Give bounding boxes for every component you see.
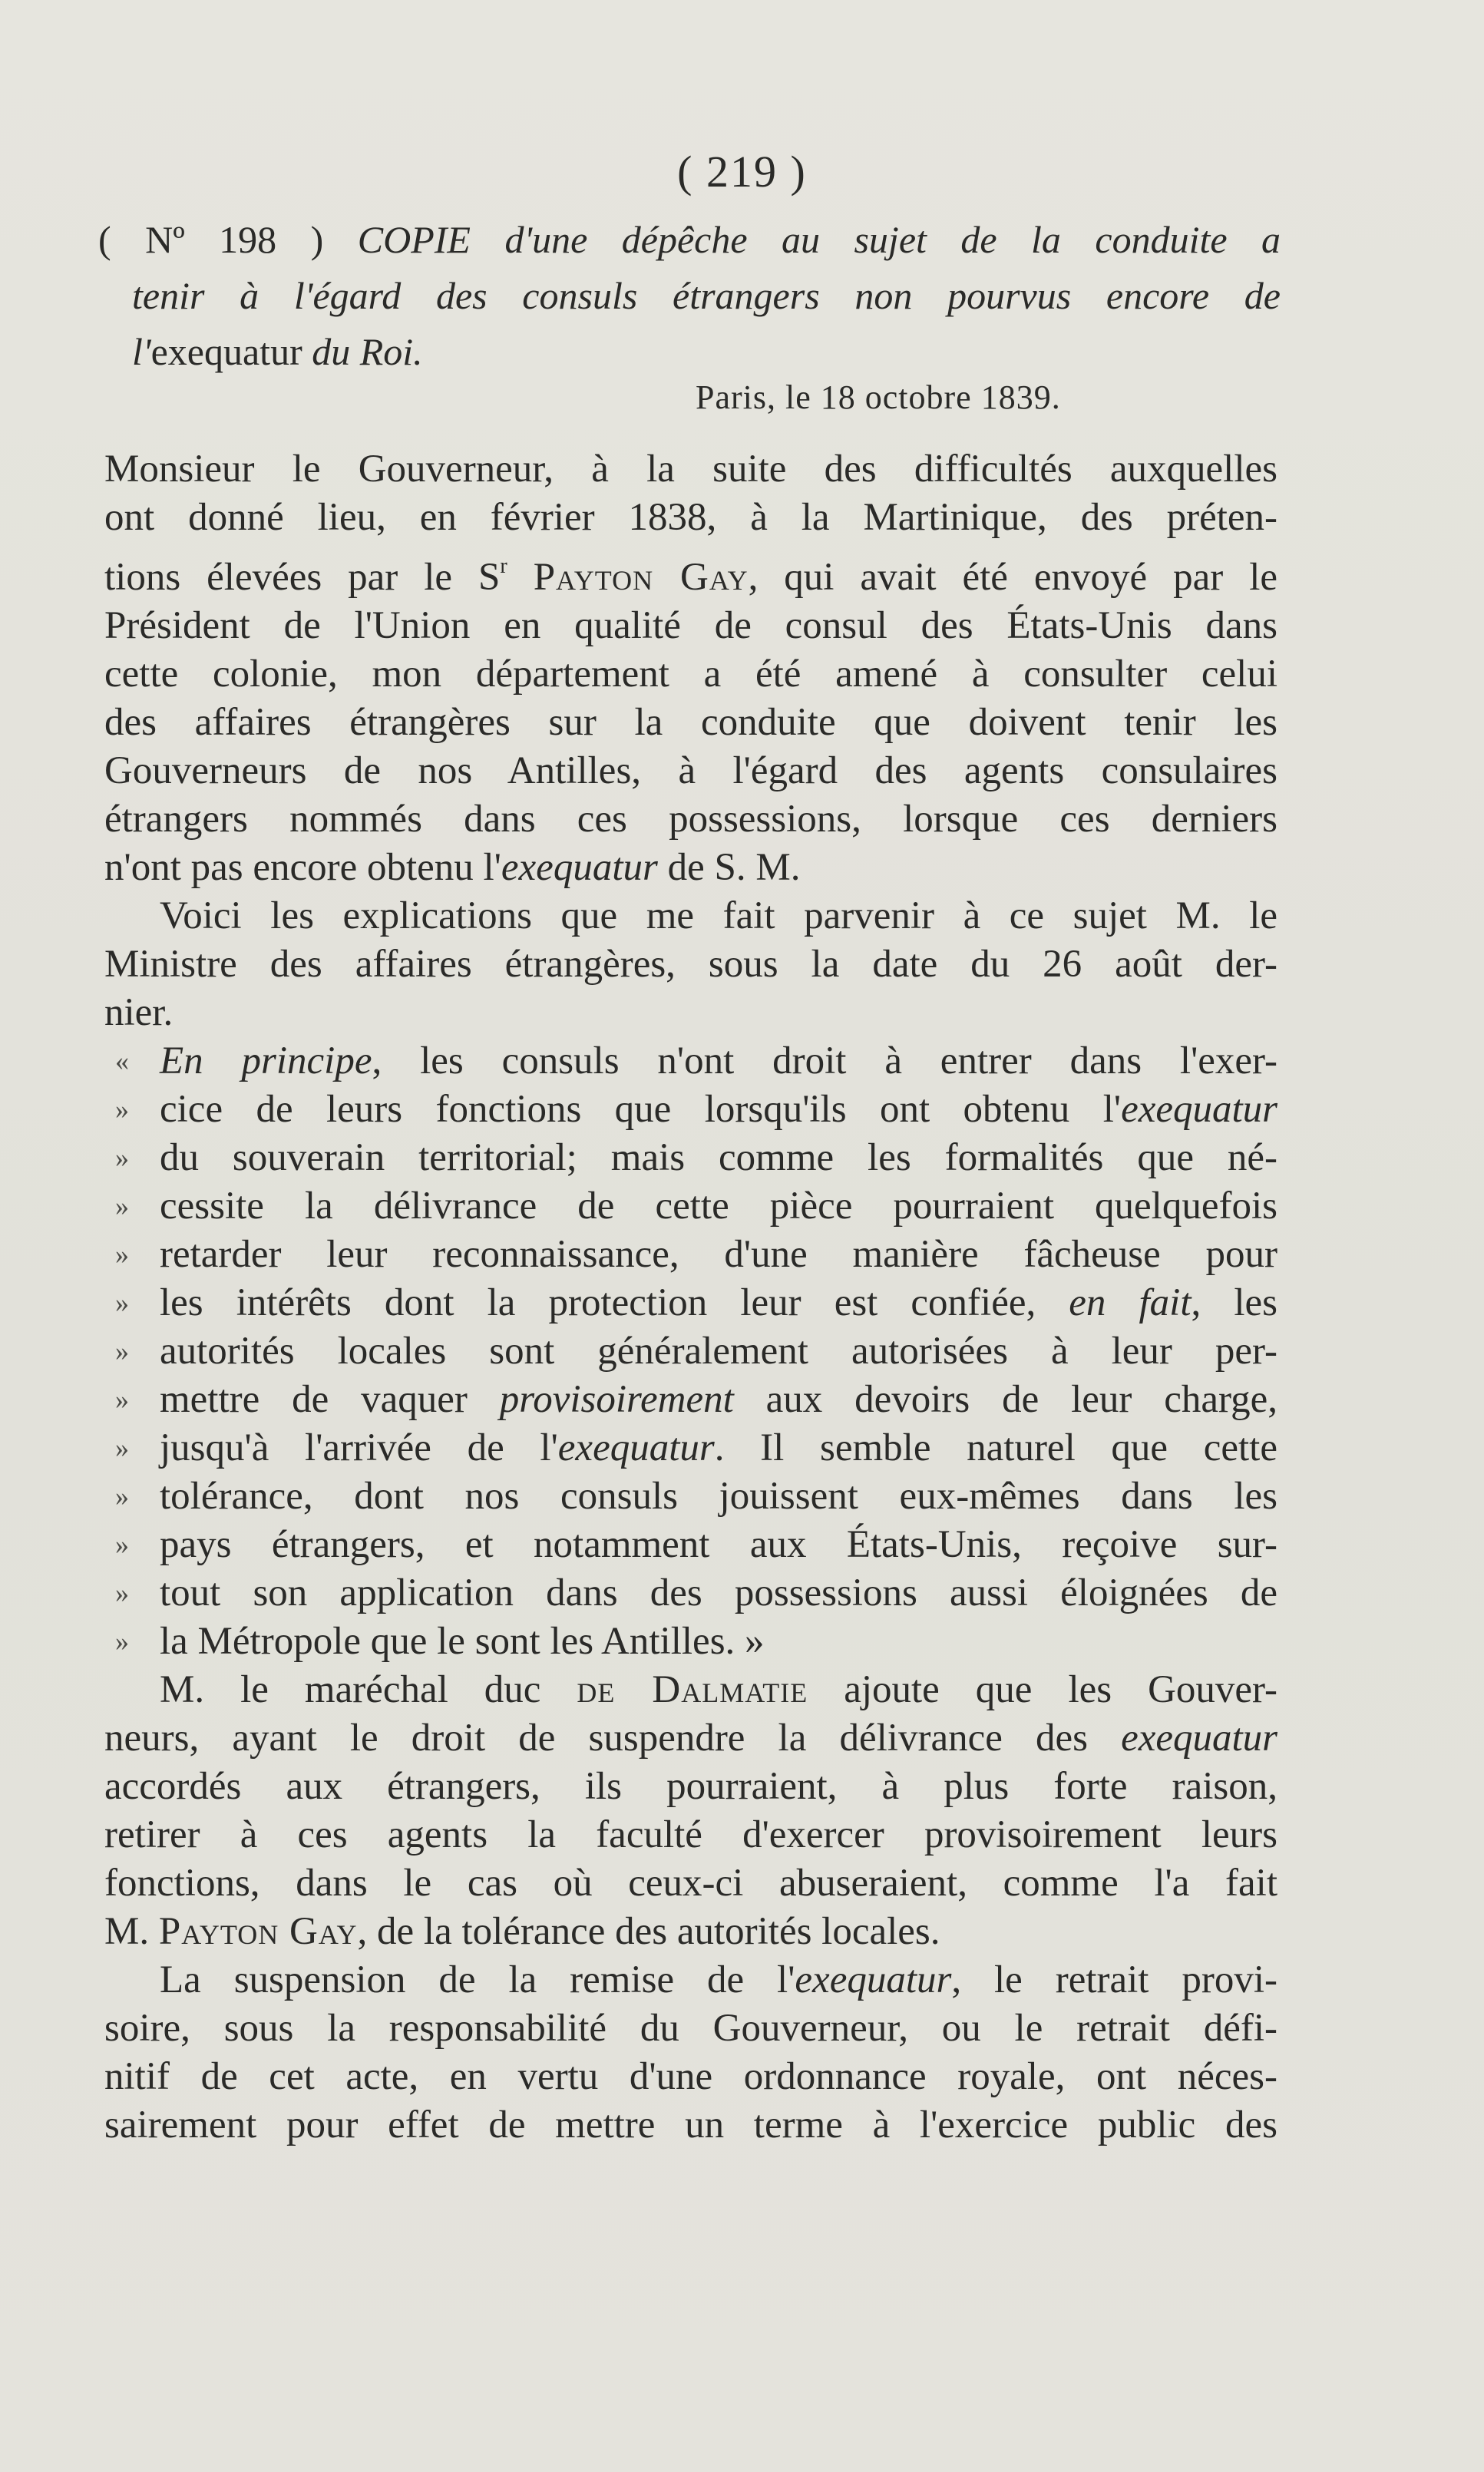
heading-line-3 [98, 324, 1281, 380]
page-number: ( 219 ) [677, 147, 807, 197]
guillemet-mark: » [115, 1142, 129, 1173]
text-segment: jusqu'à l'arrivée de l' [160, 1426, 558, 1469]
text-segment: tions élevées par le S [104, 556, 501, 599]
paragraph-1 [104, 445, 1277, 892]
quotation [104, 1037, 1277, 1666]
text-line: nier. [104, 991, 174, 1034]
text-segment: cessite la délivrance de cette pièce pourraient quelquefois [160, 1185, 1277, 1228]
italic-term: en fait [1069, 1281, 1191, 1324]
text-segment: neurs, ayant le droit de suspendre la délivrance des [104, 1717, 1122, 1760]
text-line: étrangers nommés dans ces possessions, lorsque ces derniers [104, 798, 1277, 841]
heading-line-3-rest: du Roi. [312, 330, 423, 373]
quote-line [104, 1376, 1277, 1424]
guillemet-mark: » [115, 1094, 129, 1125]
guillemet-mark: » [115, 1578, 129, 1608]
text-segment: , les [1191, 1281, 1277, 1324]
person-name: de Dalmatie [577, 1668, 808, 1711]
document-heading [98, 212, 1281, 380]
text-segment: tout son application dans des possessions aussi éloignées de [160, 1571, 1277, 1614]
paragraph-4 [104, 1956, 1277, 2150]
italic-term: exequatur [501, 846, 658, 889]
quote-line [104, 1327, 1277, 1376]
quote-line [104, 1521, 1277, 1569]
text-line: Président de l'Union en qualité de consul des États-Unis dans [104, 604, 1277, 647]
document-number: ( Nº 198 ) [98, 218, 324, 261]
quote-line [104, 1037, 1277, 1086]
guillemet-mark: » [115, 1529, 129, 1560]
text-segment: la Métropole que le sont les Antilles. » [160, 1620, 765, 1663]
text-segment: M. le maréchal duc [160, 1668, 577, 1711]
text-segment: . Il semble naturel que cette [714, 1426, 1277, 1469]
person-name: Payton Gay [158, 1910, 358, 1953]
text-line: Monsieur le Gouverneur, à la suite des difficultés auxquelles [104, 448, 1277, 491]
italic-term: exequatur [557, 1426, 715, 1469]
guillemet-mark: » [115, 1336, 129, 1367]
text-segment: autorités locales sont généralement autorisées à leur per- [160, 1330, 1277, 1373]
guillemet-mark: » [115, 1481, 129, 1512]
text-line: des affaires étrangères sur la conduite que doivent tenir les [104, 701, 1277, 744]
paragraph-2 [104, 892, 1277, 1037]
heading-exequatur: exequatur [150, 330, 302, 373]
guillemet-mark: » [115, 1239, 129, 1270]
heading-line-1 [98, 212, 1281, 268]
quote-line [104, 1569, 1277, 1618]
quote-line [104, 1472, 1277, 1521]
text-segment: les intérêts dont la protection leur est confiée, [160, 1281, 1069, 1324]
text-line: Voici les explications que me fait parvenir à ce sujet M. le [160, 894, 1277, 937]
body-text [104, 445, 1277, 2150]
text-segment: mettre de vaquer [160, 1378, 500, 1421]
heading-line-3-article: l' [132, 330, 151, 373]
text-segment: M. [104, 1910, 159, 1953]
paragraph-3 [104, 1666, 1277, 1956]
text-segment: La suspension de la remise de l' [160, 1958, 795, 2001]
guillemet-mark: » [115, 1191, 129, 1221]
italic-term: exequatur [1121, 1717, 1277, 1760]
text-line: fonctions, dans le cas où ceux-ci abuseraient, comme l'a fait [104, 1862, 1277, 1905]
text-line [104, 1956, 1277, 2004]
text-segment: du souverain territorial; mais comme les formalités que né- [160, 1136, 1277, 1179]
text-segment: , le retrait provi- [951, 1958, 1277, 2001]
text-segment: ajoute que les Gouver- [808, 1668, 1278, 1711]
guillemet-mark: » [115, 1433, 129, 1463]
heading-line-1-rest: d'une dépêche au sujet de la conduite a [504, 218, 1281, 261]
italic-term: exequatur [795, 1958, 952, 2001]
heading-line-2: tenir à l'égard des consuls étrangers non pourvus encore de [132, 274, 1281, 317]
text-segment: retarder leur reconnaissance, d'une manière fâcheuse pour [160, 1233, 1277, 1276]
text-line [104, 1666, 1277, 1714]
text-line [104, 542, 1277, 602]
text-line: cette colonie, mon département a été amené à consulter celui [104, 653, 1277, 696]
text-segment: tolérance, dont nos consuls jouissent eux-mêmes dans les [160, 1475, 1277, 1518]
text-line: nitif de cet acte, en vertu d'une ordonnance royale, ont néces- [104, 2055, 1277, 2098]
quote-line [104, 1134, 1277, 1182]
text-line: accordés aux étrangers, ils pourraient, à plus forte raison, [104, 1765, 1277, 1808]
text-line: ont donné lieu, en février 1838, à la Martinique, des préten- [104, 496, 1277, 539]
italic-term: exequatur [1121, 1088, 1277, 1131]
text-line: soire, sous la responsabilité du Gouverneur, ou le retrait défi- [104, 2007, 1277, 2050]
heading-title-word: COPIE [357, 218, 471, 261]
dateline: Paris, le 18 octobre 1839. [696, 378, 1061, 416]
italic-term: provisoirement [499, 1378, 734, 1421]
quote-line [104, 1086, 1277, 1134]
text-line [104, 1908, 1277, 1956]
text-segment: de S. M. [657, 846, 801, 889]
text-line: sairement pour effet de mettre un terme à l'exercice public des [104, 2104, 1277, 2146]
quote-line [104, 1231, 1277, 1279]
superscript: r [500, 554, 507, 578]
person-name: Payton Gay [533, 556, 749, 599]
text-segment: cice de leurs fonctions que lorsqu'ils ont obtenu l' [160, 1088, 1122, 1131]
text-segment: aux devoirs de leur charge, [733, 1378, 1278, 1421]
italic-term: En principe [160, 1039, 372, 1082]
text-segment: n'ont pas encore obtenu l' [104, 846, 501, 889]
quote-line [104, 1618, 1277, 1666]
quote-line [104, 1424, 1277, 1472]
text-line: Gouverneurs de nos Antilles, à l'égard des agents consulaires [104, 749, 1277, 792]
text-segment: , de la tolérance des autorités locales. [357, 1910, 940, 1953]
guillemet-mark: » [115, 1384, 129, 1415]
text-segment: pays étrangers, et notamment aux États-Unis, reçoive sur- [160, 1523, 1277, 1566]
quote-line [104, 1182, 1277, 1231]
text-line [104, 844, 1277, 892]
quote-open-mark: « [115, 1046, 129, 1076]
guillemet-mark: » [115, 1287, 129, 1318]
text-line: Ministre des affaires étrangères, sous la date du 26 août der- [104, 943, 1277, 986]
quote-line [104, 1279, 1277, 1327]
text-line: retirer à ces agents la faculté d'exercer provisoirement leurs [104, 1813, 1277, 1856]
text-segment: , qui avait été envoyé par le [748, 556, 1277, 599]
text-line [104, 1714, 1277, 1763]
text-segment: , les consuls n'ont droit à entrer dans l'exer- [372, 1039, 1277, 1082]
guillemet-mark: » [115, 1626, 129, 1657]
